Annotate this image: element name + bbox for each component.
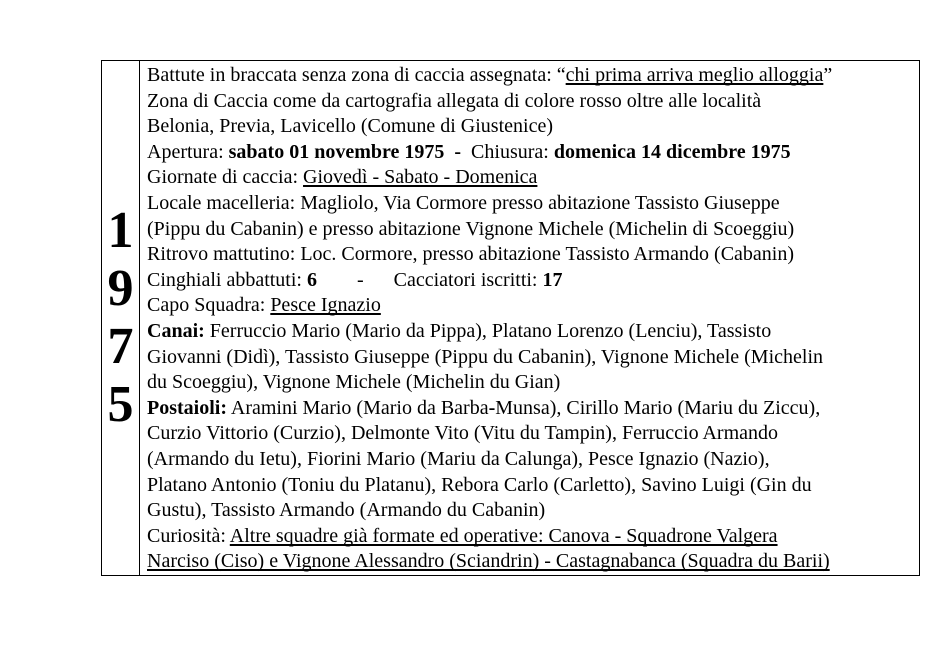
text-segment: (Armando du Ietu), Fiorini Mario (Mariu da Calunga), Pesce Ignazio (Nazio), — [147, 447, 770, 470]
text-segment: Battute in braccata senza zona di caccia assegnata: “ — [147, 64, 566, 86]
year-digit-3: 7 — [107, 318, 134, 375]
text-segment: Curiosità: — [147, 524, 230, 547]
text-line-5 — [147, 165, 915, 191]
text-line-13 — [147, 370, 915, 396]
text-line-3 — [147, 114, 915, 140]
text-line-11 — [147, 319, 915, 345]
record-text-cell — [140, 61, 919, 575]
text-segment: Aramini Mario (Mario da Barba — [227, 396, 489, 419]
text-line-10 — [147, 293, 915, 319]
text-segment: - Cacciatori iscritti: — [316, 268, 543, 291]
text-line-6 — [147, 191, 915, 217]
text-segment: Locale macelleria: Magliolo, Via Cormore presso abitazione Tassisto Giuseppe — [147, 191, 780, 214]
text-segment: Apertura: — [147, 140, 229, 163]
text-segment: Chiusura: — [461, 140, 554, 163]
text-segment: Giornate di caccia: — [147, 166, 304, 189]
text-line-2 — [147, 89, 915, 115]
text-segment: Pesce Ignazio — [270, 294, 381, 317]
text-line-4 — [147, 140, 915, 166]
year-digit-4: 5 — [107, 376, 134, 433]
text-segment: Canai: — [147, 319, 205, 342]
text-segment: Ferruccio Mario (Mario da Pippa), Platano Lorenzo (Lenciu), Tassisto — [204, 319, 772, 342]
text-line-8 — [147, 242, 915, 268]
text-line-17 — [147, 473, 915, 499]
text-segment: Altre squadre già formate ed operative: Canova - Squadrone Valgera — [229, 524, 778, 547]
text-segment: - — [488, 396, 496, 419]
text-segment: Gustu), Tassisto Armando (Armando du Cabanin) — [147, 499, 546, 522]
text-line-18 — [147, 498, 915, 524]
text-segment: Ritrovo mattutino: Loc. Cormore, presso abitazione Tassisto Armando (Cabanin) — [147, 243, 795, 266]
text-segment: ” — [823, 64, 833, 86]
text-segment: Capo Squadra: — [147, 294, 271, 317]
year-digit-2: 9 — [107, 260, 134, 317]
text-segment: Curzio Vittorio (Curzio), Delmonte Vito (Vitu du Tampin), Ferruccio Armando — [147, 422, 779, 445]
text-line-15 — [147, 421, 915, 447]
text-segment: Cinghiali abbattuti: — [147, 268, 307, 291]
text-line-19 — [147, 524, 915, 550]
text-line-7 — [147, 217, 915, 243]
text-segment: domenica 14 dicembre 1975 — [553, 140, 791, 163]
year-column — [102, 61, 140, 575]
text-segment: du Scoeggiu), Vignone Michele (Michelin du Gian) — [147, 371, 561, 394]
hunting-record-table — [101, 60, 920, 576]
text-line-14 — [147, 396, 915, 422]
text-segment: Belonia, Previa, Lavicello (Comune di Giustenice) — [147, 115, 553, 138]
text-segment: (Pippu du Cabanin) e presso abitazione Vignone Michele (Michelin di Scoeggiu) — [147, 217, 795, 240]
text-segment: Zona di Caccia come da cartografia allegata di colore rosso oltre alle località — [147, 89, 762, 112]
text-segment: Narciso (Ciso) e Vignone Alessandro (Sciandrin) - Castagnabanca (Squadra du Barii) — [147, 550, 830, 573]
text-line-1 — [147, 63, 915, 89]
text-segment: 17 — [542, 268, 563, 291]
text-line-16 — [147, 447, 915, 473]
text-segment: Platano Antonio (Toniu du Platanu), Rebora Carlo (Carletto), Savino Luigi (Gin du — [147, 473, 812, 496]
year-digit-1: 1 — [107, 202, 134, 259]
text-segment: 6 — [306, 268, 317, 291]
text-segment: Giovedì - Sabato - Domenica — [303, 166, 538, 189]
text-line-20 — [147, 549, 915, 575]
text-segment: sabato 01 novembre 1975 - — [228, 140, 462, 163]
text-segment: Munsa), Cirillo Mario (Mariu du Ziccu), — [495, 396, 821, 419]
text-segment: Postaioli: — [147, 396, 227, 419]
text-line-9 — [147, 268, 915, 294]
text-line-12 — [147, 345, 915, 371]
text-segment: chi prima arriva meglio alloggia — [565, 64, 824, 86]
text-segment: Giovanni (Didì), Tassisto Giuseppe (Pippu du Cabanin), Vignone Michele (Michelin — [147, 345, 824, 368]
